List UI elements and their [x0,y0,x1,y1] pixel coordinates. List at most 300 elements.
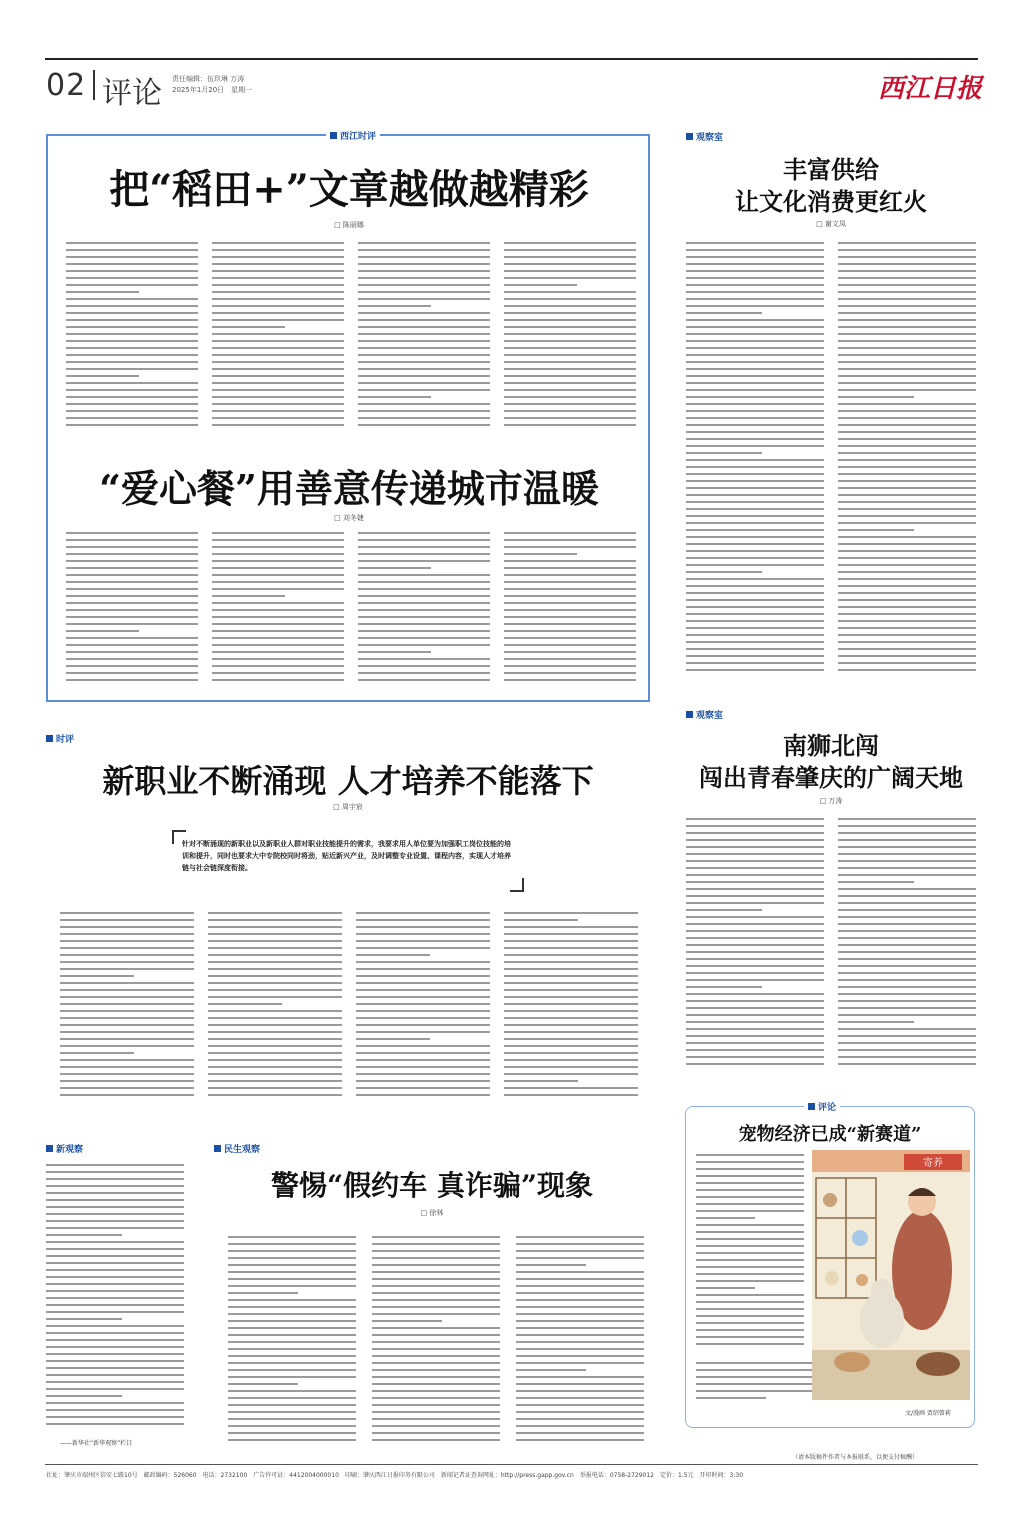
text-line [504,347,636,349]
text-line [686,818,824,820]
illustration-caption: 文/漫画 贾绍曾莉 [905,1410,951,1417]
text-line [838,466,976,468]
text-line [516,1250,644,1252]
text-line [358,532,490,534]
text-line [504,417,636,419]
text-line [686,1000,824,1002]
text-line [66,347,198,349]
text-line [686,1021,824,1023]
text-line [504,954,638,956]
text-line [516,1299,644,1301]
text-line [696,1287,755,1289]
text-line [504,672,636,674]
text-line [686,389,824,391]
text-line [212,361,344,363]
text-line [356,996,490,998]
text-line [358,249,490,251]
text-line [372,1397,500,1399]
text-line [686,368,824,370]
text-line [356,947,490,949]
text-line [686,881,824,883]
text-line [212,284,344,286]
text-line [46,1227,184,1229]
text-line [686,1035,824,1037]
text-line [504,574,636,576]
text-line [504,1045,638,1047]
text-line [504,396,636,398]
text-line [358,658,490,660]
text-line [504,263,636,265]
text-line [228,1292,298,1294]
shop-sign-text: 寄养 [923,1158,943,1169]
text-line [838,375,976,377]
text-line [686,972,824,974]
text-line [228,1432,356,1434]
text-line [686,543,824,545]
text-line [66,256,198,258]
text-line [838,662,976,664]
text-line [504,1094,638,1096]
text-line [516,1327,644,1329]
text-line [356,1031,490,1033]
text-line [504,270,636,272]
text-line [356,1045,490,1047]
text-line [504,961,638,963]
text-line [356,1010,490,1012]
text-line [46,1346,184,1348]
text-line [838,1035,976,1037]
text-line [358,553,490,555]
text-line [686,1014,824,1016]
text-line [212,242,344,244]
text-line [212,340,344,342]
text-line [686,494,824,496]
text-line [838,825,976,827]
text-line [696,1161,804,1163]
text-line [46,1248,184,1250]
text-line [228,1348,356,1350]
text-line [686,459,824,461]
text-line [838,1063,976,1065]
text-line [838,571,976,573]
text-line [372,1327,500,1329]
text-line [66,410,198,412]
text-line [838,1014,976,1016]
text-line [228,1327,356,1329]
text-line [686,620,824,622]
text-line [838,599,976,601]
text-line [686,853,824,855]
text-line [838,389,976,391]
date-line: 2025年1月20日 星期一 [172,86,253,94]
text-line [228,1285,356,1287]
text-line [838,473,976,475]
text-line [516,1355,644,1357]
article-headline[interactable]: 新职业不断涌现 人才培养不能落下 [102,762,594,800]
text-line [686,326,824,328]
text-line [372,1306,500,1308]
text-line [358,368,490,370]
text-line [60,1094,194,1096]
text-line [358,389,490,391]
text-line [838,641,976,643]
text-line [372,1355,500,1357]
text-line [838,937,976,939]
article-headline-line1[interactable]: 南狮北闯 [783,731,879,760]
text-line [696,1266,804,1268]
text-line [358,305,431,307]
text-line [504,1038,638,1040]
text-line [696,1245,804,1247]
text-line [46,1255,184,1257]
text-line [212,368,344,370]
text-line [358,347,490,349]
text-line [46,1164,184,1166]
text-line [208,1010,342,1012]
text-line [66,368,198,370]
text-line [838,354,976,356]
text-line [356,961,490,963]
text-line [504,581,636,583]
text-line [516,1432,644,1434]
text-line [838,888,976,890]
text-line [516,1418,644,1420]
article-tag: 观察室 [686,130,723,143]
text-line [838,438,976,440]
text-line [358,623,490,625]
text-line [228,1264,356,1266]
text-line [516,1278,644,1280]
text-line [838,424,976,426]
text-line [504,256,636,258]
text-line [504,616,636,618]
tag-square-icon [46,735,53,742]
text-line [60,947,194,949]
text-line [838,263,976,265]
text-line [212,609,344,611]
text-line [504,361,636,363]
text-line [838,958,976,960]
text-line [212,553,344,555]
text-line [504,567,636,569]
text-line [696,1175,804,1177]
text-line [838,881,914,883]
text-line [838,818,976,820]
text-line [686,1042,824,1044]
text-line [60,1024,194,1026]
text-line [212,567,344,569]
text-line [838,417,976,419]
text-line [66,637,198,639]
text-line [228,1299,356,1301]
text-line [66,574,198,576]
article-headline[interactable]: “爱心餐”用善意传递城市温暖 [99,466,599,511]
article-headline[interactable]: 把“稻田+”文章越做越精彩 [109,166,589,213]
text-line [696,1322,804,1324]
text-line [838,445,976,447]
article-body [46,1164,186,1430]
text-line [46,1423,184,1425]
text-line [358,424,490,426]
edition-meta [172,74,252,96]
text-line [504,403,636,405]
text-line [686,431,824,433]
text-line [504,382,636,384]
text-line [686,846,824,848]
text-line [838,585,976,587]
text-line [212,263,344,265]
text-line [358,679,490,681]
text-line [358,616,490,618]
text-line [372,1383,500,1385]
text-line [212,312,344,314]
text-line [46,1402,184,1404]
text-line [372,1369,500,1371]
text-line [686,634,824,636]
tag-square-icon [330,132,337,139]
text-line [358,284,490,286]
editor-line: 责任编辑：伍玖琳 万涛 [172,75,245,83]
text-line [838,403,976,405]
text-line [504,1073,638,1075]
article-byline: □ 徐林 [420,1209,444,1217]
text-line [686,312,762,314]
text-line [358,609,490,611]
text-line [686,655,824,657]
text-line [208,1094,342,1096]
text-line [838,951,976,953]
text-line [838,620,976,622]
page-number: 02 [46,68,87,103]
text-line [696,1280,804,1282]
text-line [838,452,976,454]
text-line [356,1080,490,1082]
text-line [696,1343,804,1345]
text-line [60,1017,194,1019]
text-line [356,975,490,977]
text-line [686,501,824,503]
text-line [696,1196,804,1198]
text-line [838,655,976,657]
text-line [228,1411,356,1413]
text-line [686,424,824,426]
text-line [686,305,824,307]
text-line [46,1416,184,1418]
article-headline-line2[interactable]: 让文化消费更红火 [735,187,927,216]
article-headline[interactable]: 警惕“假约车 真诈骗”现象 [271,1169,593,1202]
text-line [686,487,824,489]
text-line [60,975,134,977]
text-line [46,1192,184,1194]
text-line [358,340,490,342]
text-line [504,637,636,639]
text-line [60,933,194,935]
article-body [66,532,638,692]
text-line [356,940,490,942]
text-line [356,968,490,970]
text-line [212,410,344,412]
text-line [838,536,976,538]
text-line [356,926,490,928]
text-line [46,1353,184,1355]
text-line [372,1278,500,1280]
text-line [838,431,976,433]
text-line [516,1404,644,1406]
text-line [696,1154,804,1156]
text-line [686,410,824,412]
text-line [212,424,344,426]
text-line [696,1203,804,1205]
text-line [212,319,344,321]
text-line [46,1234,122,1236]
text-line [212,665,344,667]
text-line [686,480,824,482]
text-line [504,588,636,590]
text-line [504,305,636,307]
text-line [46,1290,184,1292]
text-line [208,947,342,949]
text-line [516,1236,644,1238]
text-line [696,1238,804,1240]
text-line [228,1418,356,1420]
text-line [60,926,194,928]
text-line [46,1206,184,1208]
text-line [358,291,490,293]
text-line [838,634,976,636]
text-line [838,459,976,461]
text-line [358,312,490,314]
text-line [358,326,490,328]
text-line [504,340,636,342]
text-line [228,1306,356,1308]
text-line [46,1262,184,1264]
text-line [838,867,976,869]
text-line [208,1017,342,1019]
text-line [212,291,344,293]
text-line [212,588,344,590]
text-line [228,1390,356,1392]
text-line [686,860,824,862]
text-line [372,1418,500,1420]
tag-square-icon [214,1145,221,1152]
text-line [504,333,636,335]
text-line [686,242,824,244]
text-line [504,912,638,914]
article-headline[interactable]: 宠物经济已成“新赛道” [738,1124,922,1145]
text-line [66,389,198,391]
text-line [46,1297,184,1299]
text-line [46,1409,184,1411]
text-line [838,846,976,848]
tag-square-icon [686,711,693,718]
text-line [696,1308,804,1310]
text-line [696,1329,804,1331]
article-headline-line2[interactable]: 闯出青春肇庆的广阔天地 [699,763,963,792]
text-line [208,975,342,977]
text-line [516,1425,644,1427]
text-line [46,1171,184,1173]
article-body [686,818,976,1074]
text-line [504,560,636,562]
text-line [504,595,636,597]
article-byline: □ 周宇宸 [333,803,363,811]
text-line [212,560,344,562]
text-line [504,277,636,279]
text-line [372,1299,500,1301]
text-line [228,1439,356,1441]
text-line [372,1334,500,1336]
text-line [504,1059,638,1061]
text-line [212,277,344,279]
text-line [356,1087,490,1089]
text-line [686,382,824,384]
text-line [60,1045,194,1047]
text-line [228,1278,356,1280]
text-line [504,539,636,541]
text-line [838,1028,976,1030]
text-line [504,1017,638,1019]
article-headline-line1[interactable]: 丰富供给 [783,155,879,184]
text-line [66,539,198,541]
text-line [66,588,198,590]
text-line [358,319,490,321]
text-line [504,679,636,681]
text-line [212,574,344,576]
text-line [66,665,198,667]
text-line [208,1045,342,1047]
text-line [372,1313,500,1315]
text-line [838,839,976,841]
text-line [838,242,976,244]
text-line [686,930,824,932]
text-line [504,1003,638,1005]
text-line [358,333,490,335]
article-signature: ——新华社“新华观察”栏目 [60,1440,133,1447]
text-line [838,627,976,629]
text-line [838,965,976,967]
text-line [60,961,194,963]
text-line [686,599,824,601]
article-tag: 民生观察 [214,1142,260,1155]
text-line [60,996,194,998]
text-line [356,1094,490,1096]
text-line [838,606,976,608]
text-line [212,532,344,534]
text-line [46,1374,184,1376]
text-line [504,665,636,667]
text-line [46,1283,184,1285]
text-line [356,1017,490,1019]
article-body [60,912,650,1108]
text-line [516,1362,644,1364]
text-line [212,333,344,335]
text-line [504,298,636,300]
text-line [66,546,198,548]
text-line [208,961,342,963]
text-line [504,940,638,942]
text-line [686,662,824,664]
text-line [838,923,976,925]
text-line [504,996,638,998]
text-line [372,1404,500,1406]
text-line [66,630,139,632]
text-line [516,1341,644,1343]
text-line [60,1080,194,1082]
text-line [838,944,976,946]
text-line [46,1381,184,1383]
text-line [66,609,198,611]
text-line [46,1367,184,1369]
